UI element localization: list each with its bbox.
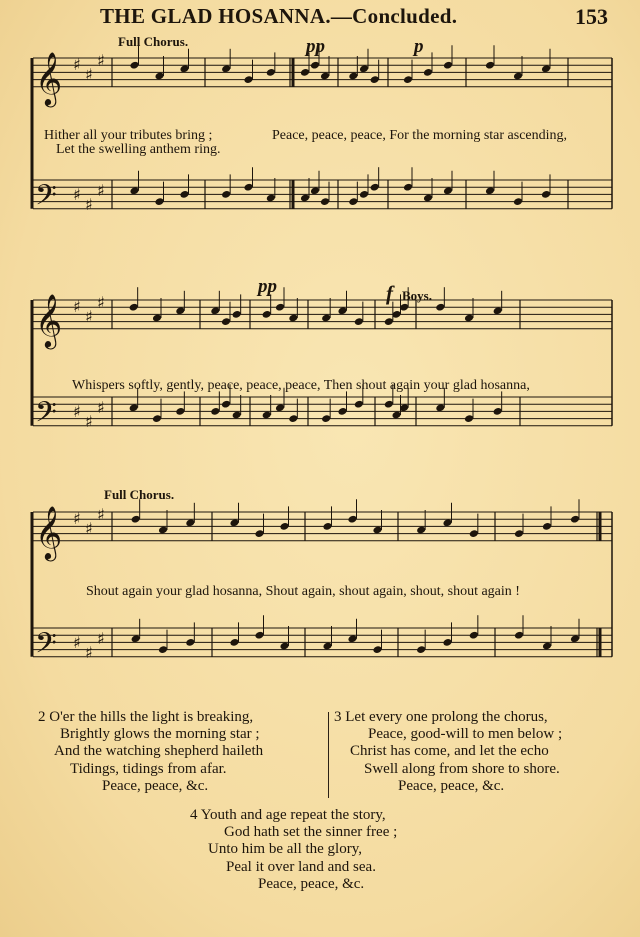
system-2-lyric-line-1: Whispers softly, gently, peace, peace, peace, Then shout again your glad hosanna, <box>72 378 530 393</box>
system-3-label: Full Chorus. <box>104 487 175 502</box>
sharp-icon: ♯ <box>73 185 81 204</box>
system-1-lyric-line-2: Let the swelling anthem ring. <box>56 142 221 157</box>
verse-2 <box>38 709 263 795</box>
sharp-icon: ♯ <box>97 293 105 312</box>
verse-3-line-2: Peace, good-will to men below ; <box>368 726 563 743</box>
verse-4-line-4: Peal it over land and sea. <box>226 858 376 875</box>
sharp-icon: ♯ <box>97 398 105 417</box>
verse-4-line-3: Unto him be all the glory, <box>208 841 362 858</box>
verse-3-line-5: Peace, peace, &c. <box>398 777 505 794</box>
sharp-icon: ♯ <box>85 65 93 84</box>
sharp-icon: ♯ <box>73 297 81 316</box>
system-2-dynamic-pp: pp <box>258 276 277 297</box>
sharp-icon: ♯ <box>73 509 81 528</box>
system-1-dynamic-pp: pp <box>306 36 325 57</box>
sharp-icon: ♯ <box>97 51 105 70</box>
treble-clef-icon: 𝄞 <box>35 505 63 559</box>
bass-clef-icon: 𝄢 <box>35 396 57 436</box>
system-2-dynamic-f: f <box>386 281 393 305</box>
verse-3-line-3: Christ has come, and let the echo <box>350 743 549 760</box>
sharp-icon: ♯ <box>85 195 93 214</box>
sharp-icon: ♯ <box>85 412 93 431</box>
verse-divider <box>328 712 329 798</box>
verse-2-line-3: And the watching shepherd haileth <box>54 743 264 760</box>
verse-4-line-5: Peace, peace, &c. <box>258 875 365 892</box>
verse-4-line-1: 4 Youth and age repeat the story, <box>190 807 386 823</box>
bass-clef-icon: 𝄢 <box>35 627 57 667</box>
system-3-lyric-line-1: Shout again your glad hosanna, Shout again, shout again, shout, shout again ! <box>86 584 520 599</box>
bass-clef-icon: 𝄢 <box>35 179 57 219</box>
verse-2-line-2: Brightly glows the morning star ; <box>60 726 260 743</box>
sharp-icon: ♯ <box>97 181 105 200</box>
sharp-icon: ♯ <box>85 307 93 326</box>
system-1-lyric-line-1: Hither all your tributes bring ; <box>44 128 213 143</box>
system-1-lyric-line-3: Peace, peace, peace, For the morning star ascending, <box>272 128 568 143</box>
verse-3-line-1: 3 Let every one prolong the chorus, <box>334 709 548 725</box>
sharp-icon: ♯ <box>73 633 81 652</box>
verse-2-line-4: Tidings, tidings from afar. <box>70 760 227 777</box>
page-title: THE GLAD HOSANNA.—Concluded. <box>100 4 458 28</box>
system-2-label: Boys. <box>402 288 432 303</box>
sharp-icon: ♯ <box>85 643 93 662</box>
verse-4-line-2: God hath set the sinner free ; <box>224 824 398 841</box>
verse-2-line-5: Peace, peace, &c. <box>102 777 209 794</box>
verse-4 <box>190 807 397 893</box>
sharp-icon: ♯ <box>85 519 93 538</box>
treble-clef-icon: 𝄞 <box>35 51 63 105</box>
sharp-icon: ♯ <box>97 629 105 648</box>
treble-clef-icon: 𝄞 <box>35 293 63 347</box>
system-1-label: Full Chorus. <box>118 34 189 49</box>
sharp-icon: ♯ <box>73 55 81 74</box>
page-number: 153 <box>575 4 608 29</box>
system-1-dynamic-p: p <box>414 36 424 57</box>
verse-3 <box>334 709 562 795</box>
verse-2-line-1: 2 O'er the hills the light is breaking, <box>38 709 254 725</box>
verse-3-line-4: Swell along from shore to shore. <box>364 760 560 777</box>
sharp-icon: ♯ <box>73 402 81 421</box>
sharp-icon: ♯ <box>97 505 105 524</box>
